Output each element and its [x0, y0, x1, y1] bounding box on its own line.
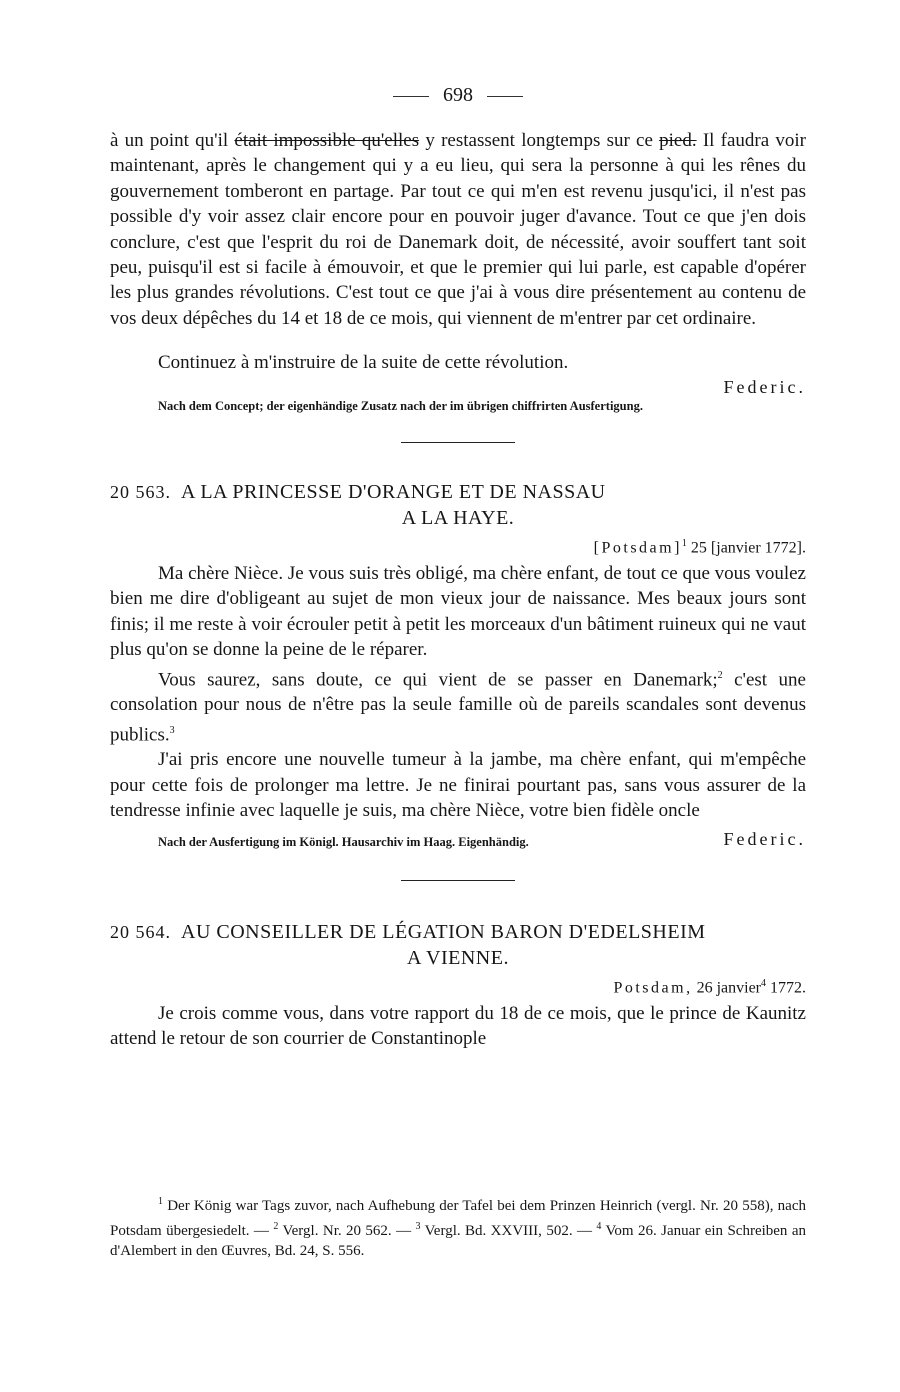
letter-paragraph: Je crois comme vous, dans votre rapport du 18 de ce mois, que le prince de Kaunitz attend le retour de son courrier de Constantinople [110, 1003, 806, 1050]
date-year: 1772. [766, 979, 806, 997]
letter-paragraph [110, 663, 806, 748]
dateline [110, 533, 806, 559]
text-run: à un point qu'il [110, 130, 235, 151]
heading-line-2: A VIENNE. [407, 946, 509, 969]
heading-line-1: AU CONSEILLER DE LÉGATION BARON D'EDELSHEIM [181, 920, 706, 943]
page-number-text: 698 [443, 84, 473, 106]
date: 25 [janvier 1772]. [690, 538, 806, 556]
text-run: Il faudra voir maintenant, après le changement qui y a eu lieu, qui sera la personne à qui les rênes du gouvernement tomberont en partage. Par tout ce qui m'en est revenu jusqu'ici, il n'est pas possible d'y voir assez clair encore pour en pouvoir juger d'avance. Tout ce que j'en dois conclure, c'est que l'esprit du roi de Danemark doit, de nécessité, avoir souffert tant soit peu, puisqu'il est si facile à émouvoir, et que le premier qui lui parle, est capable d'opérer les plus grandes révolutions. C'est tout ce que j'ai à vous dire présentement au contenu de vos deux dépêches du 14 et 18 de ce mois, qui viennent de m'entrer par cet ordinaire. [110, 130, 807, 329]
footnote-4: Vom 26. Januar ein Schreiben an d'Alembert in den Œuvres, Bd. 24, S. 556. [110, 1222, 806, 1259]
footnote-ref: 2 [717, 669, 723, 681]
date-place: Potsdam, [613, 979, 693, 997]
footnote-mark: 3 [415, 1220, 421, 1232]
letter-20564 [110, 919, 806, 1052]
footnote-ref: 1 [681, 537, 687, 549]
postscript: Continuez à m'instruire de la suite de cette révolution. [158, 352, 569, 374]
letter-number: 20 564. [110, 921, 171, 942]
footnote-mark: 1 [158, 1196, 163, 1207]
heading-line-1: A LA PRINCESSE D'ORANGE ET DE NASSAU [181, 480, 606, 503]
signature: Federic. [723, 828, 806, 849]
text-run: c'est une consolation pour nous de n'être pas la seule famille où de pareils scandales sont devenus publics. [110, 668, 806, 746]
footnote-ref: 3 [169, 724, 175, 736]
section-divider [401, 880, 515, 881]
page-number [110, 84, 806, 107]
letter-20563 [110, 479, 806, 850]
signature: Federic. [723, 376, 806, 397]
header-dash-left [393, 96, 429, 97]
closing-row [110, 828, 806, 850]
dateline [110, 973, 806, 999]
footnote-mark: 4 [596, 1220, 602, 1232]
footnote-mark: 2 [273, 1220, 279, 1232]
letter-paragraph: J'ai pris encore une nouvelle tumeur à la jambe, ma chère enfant, qui m'empêche pour cette fois de prolonger ma lettre. Je ne finirai pourtant pas, sans vous assurer de la tendresse infinie avec laquelle je suis, ma chère Nièce, votre bien fidèle oncle [110, 749, 806, 822]
page-header [110, 80, 806, 120]
struck-text: était impossible qu'elles [234, 130, 420, 151]
letter-paragraph: Ma chère Nièce. Je vous suis très obligé, ma chère enfant, de tout ce que vous voulez bien me dire d'obligeant au sujet de mon vieux jour de naissance. Mes beaux jours sont finis; il me reste à voir écrouler petit à petit les morceaux d'un bâtiment ruineux qui ne vaut plus qu'on se donne la peine de le réparer. [110, 562, 806, 661]
date: 26 janvier [696, 979, 761, 997]
heading-line-2: A LA HAYE. [401, 506, 515, 529]
date-place: [Potsdam] [593, 538, 682, 556]
text-run: Vous saurez, sans doute, ce qui vient de se passer en Danemark; [158, 668, 718, 690]
footnote-ref: 4 [761, 977, 766, 989]
footnote-2: Vergl. Nr. 20 562. — [278, 1222, 416, 1239]
page-body [110, 128, 806, 1052]
letter-heading [110, 919, 806, 971]
struck-text: pied. [659, 130, 697, 151]
letter-number: 20 563. [110, 481, 171, 502]
continuation-paragraph [110, 128, 806, 331]
footnotes [110, 1192, 806, 1262]
footnote-text [110, 1192, 806, 1262]
footnote-3: Vergl. Bd. XXVIII, 502. — [420, 1222, 597, 1239]
text-run: y restassent longtemps sur ce [419, 130, 660, 151]
source-note: Nach dem Concept; der eigenhändige Zusatz nach der im übrigen chiffrirten Ausfertigung. [158, 398, 643, 413]
source-note: Nach der Ausfertigung im Königl. Hausarchiv im Haag. Eigenhändig. [158, 834, 529, 849]
footnote-1: Der König war Tags zuvor, nach Aufhebung der Tafel bei dem Prinzen Heinrich (vergl. Nr. 20 558), nach Potsdam übergesiedelt. — [110, 1198, 806, 1239]
letter-heading [110, 479, 806, 531]
header-dash-right [487, 96, 523, 97]
section-divider [401, 442, 515, 443]
